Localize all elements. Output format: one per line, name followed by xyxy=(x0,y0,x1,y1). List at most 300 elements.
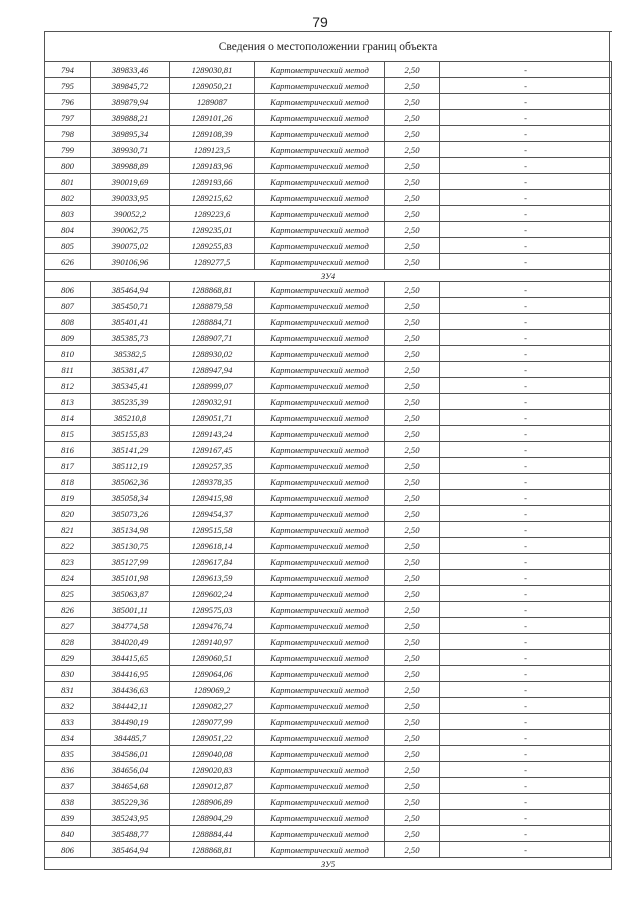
description-cell: - xyxy=(440,714,612,730)
description-cell: - xyxy=(440,522,612,538)
accuracy-cell: 2,50 xyxy=(385,142,440,158)
y-coordinate-cell: 1288947,94 xyxy=(170,362,255,378)
point-number-cell: 802 xyxy=(45,190,91,206)
table-row xyxy=(45,682,612,698)
method-cell: Картометрический метод xyxy=(255,254,385,270)
method-cell: Картометрический метод xyxy=(255,362,385,378)
description-cell: - xyxy=(440,142,612,158)
accuracy-cell: 2,50 xyxy=(385,554,440,570)
description-cell: - xyxy=(440,810,612,826)
y-coordinate-cell: 1289050,21 xyxy=(170,78,255,94)
point-number-cell: 838 xyxy=(45,794,91,810)
accuracy-cell: 2,50 xyxy=(385,126,440,142)
method-cell: Картометрический метод xyxy=(255,778,385,794)
accuracy-cell: 2,50 xyxy=(385,490,440,506)
accuracy-cell: 2,50 xyxy=(385,362,440,378)
method-cell: Картометрический метод xyxy=(255,586,385,602)
point-number-cell: 829 xyxy=(45,650,91,666)
point-number-cell: 800 xyxy=(45,158,91,174)
point-number-cell: 626 xyxy=(45,254,91,270)
x-coordinate-cell: 384416,95 xyxy=(91,666,170,682)
table-row xyxy=(45,206,612,222)
method-cell: Картометрический метод xyxy=(255,682,385,698)
point-number-cell: 836 xyxy=(45,762,91,778)
x-coordinate-cell: 385464,94 xyxy=(91,842,170,858)
point-number-cell: 809 xyxy=(45,330,91,346)
accuracy-cell: 2,50 xyxy=(385,586,440,602)
accuracy-cell: 2,50 xyxy=(385,634,440,650)
table-row xyxy=(45,554,612,570)
y-coordinate-cell: 1289140,97 xyxy=(170,634,255,650)
method-cell: Картометрический метод xyxy=(255,78,385,94)
table-row xyxy=(45,426,612,442)
point-number-cell: 815 xyxy=(45,426,91,442)
description-cell: - xyxy=(440,586,612,602)
y-coordinate-cell: 1289077,99 xyxy=(170,714,255,730)
accuracy-cell: 2,50 xyxy=(385,602,440,618)
description-cell: - xyxy=(440,730,612,746)
point-number-cell: 828 xyxy=(45,634,91,650)
point-number-cell: 822 xyxy=(45,538,91,554)
description-cell: - xyxy=(440,238,612,254)
x-coordinate-cell: 390052,2 xyxy=(91,206,170,222)
accuracy-cell: 2,50 xyxy=(385,410,440,426)
accuracy-cell: 2,50 xyxy=(385,330,440,346)
table-row xyxy=(45,330,612,346)
page-number: 79 xyxy=(312,14,328,30)
table-row xyxy=(45,490,612,506)
description-cell: - xyxy=(440,314,612,330)
point-number-cell: 820 xyxy=(45,506,91,522)
point-number-cell: 832 xyxy=(45,698,91,714)
accuracy-cell: 2,50 xyxy=(385,714,440,730)
description-cell: - xyxy=(440,362,612,378)
x-coordinate-cell: 384774,58 xyxy=(91,618,170,634)
method-cell: Картометрический метод xyxy=(255,330,385,346)
accuracy-cell: 2,50 xyxy=(385,650,440,666)
point-number-cell: 804 xyxy=(45,222,91,238)
x-coordinate-cell: 385155,83 xyxy=(91,426,170,442)
y-coordinate-cell: 1289193,66 xyxy=(170,174,255,190)
x-coordinate-cell: 390075,02 xyxy=(91,238,170,254)
table-row xyxy=(45,442,612,458)
method-cell: Картометрический метод xyxy=(255,378,385,394)
description-cell: - xyxy=(440,330,612,346)
x-coordinate-cell: 389930,71 xyxy=(91,142,170,158)
y-coordinate-cell: 1289060,51 xyxy=(170,650,255,666)
y-coordinate-cell: 1288868,81 xyxy=(170,842,255,858)
method-cell: Картометрический метод xyxy=(255,206,385,222)
method-cell: Картометрический метод xyxy=(255,762,385,778)
x-coordinate-cell: 390033,95 xyxy=(91,190,170,206)
description-cell: - xyxy=(440,426,612,442)
table-row xyxy=(45,746,612,762)
method-cell: Картометрический метод xyxy=(255,522,385,538)
table-row xyxy=(45,458,612,474)
accuracy-cell: 2,50 xyxy=(385,698,440,714)
accuracy-cell: 2,50 xyxy=(385,346,440,362)
y-coordinate-cell: 1289378,35 xyxy=(170,474,255,490)
x-coordinate-cell: 384656,04 xyxy=(91,762,170,778)
point-number-cell: 814 xyxy=(45,410,91,426)
x-coordinate-cell: 390106,96 xyxy=(91,254,170,270)
accuracy-cell: 2,50 xyxy=(385,282,440,298)
y-coordinate-cell: 1289020,83 xyxy=(170,762,255,778)
method-cell: Картометрический метод xyxy=(255,634,385,650)
description-cell: - xyxy=(440,618,612,634)
x-coordinate-cell: 390062,75 xyxy=(91,222,170,238)
accuracy-cell: 2,50 xyxy=(385,94,440,110)
point-number-cell: 824 xyxy=(45,570,91,586)
description-cell: - xyxy=(440,538,612,554)
point-number-cell: 810 xyxy=(45,346,91,362)
description-cell: - xyxy=(440,570,612,586)
table-row xyxy=(45,794,612,810)
point-number-cell: 798 xyxy=(45,126,91,142)
y-coordinate-cell: 1289257,35 xyxy=(170,458,255,474)
y-coordinate-cell: 1289602,24 xyxy=(170,586,255,602)
accuracy-cell: 2,50 xyxy=(385,206,440,222)
x-coordinate-cell: 385001,11 xyxy=(91,602,170,618)
accuracy-cell: 2,50 xyxy=(385,570,440,586)
point-number-cell: 818 xyxy=(45,474,91,490)
x-coordinate-cell: 385464,94 xyxy=(91,282,170,298)
x-coordinate-cell: 384654,68 xyxy=(91,778,170,794)
x-coordinate-cell: 385058,34 xyxy=(91,490,170,506)
y-coordinate-cell: 1289223,6 xyxy=(170,206,255,222)
y-coordinate-cell: 1289515,58 xyxy=(170,522,255,538)
table-row xyxy=(45,650,612,666)
table-row xyxy=(45,730,612,746)
description-cell: - xyxy=(440,826,612,842)
description-cell: - xyxy=(440,458,612,474)
y-coordinate-cell: 1289012,87 xyxy=(170,778,255,794)
table-row xyxy=(45,346,612,362)
y-coordinate-cell: 1288884,44 xyxy=(170,826,255,842)
table-row xyxy=(45,94,612,110)
table-title-row xyxy=(45,32,612,62)
table-row xyxy=(45,378,612,394)
table-row xyxy=(45,314,612,330)
point-number-cell: 806 xyxy=(45,282,91,298)
description-cell: - xyxy=(440,634,612,650)
method-cell: Картометрический метод xyxy=(255,142,385,158)
x-coordinate-cell: 385063,87 xyxy=(91,586,170,602)
x-coordinate-cell: 385127,99 xyxy=(91,554,170,570)
table-row xyxy=(45,238,612,254)
description-cell: - xyxy=(440,666,612,682)
description-cell: - xyxy=(440,474,612,490)
method-cell: Картометрический метод xyxy=(255,810,385,826)
accuracy-cell: 2,50 xyxy=(385,394,440,410)
accuracy-cell: 2,50 xyxy=(385,746,440,762)
y-coordinate-cell: 1289143,24 xyxy=(170,426,255,442)
y-coordinate-cell: 1288904,29 xyxy=(170,810,255,826)
table-row xyxy=(45,222,612,238)
table-row xyxy=(45,126,612,142)
description-cell: - xyxy=(440,442,612,458)
point-number-cell: 803 xyxy=(45,206,91,222)
table-row xyxy=(45,282,612,298)
point-number-cell: 834 xyxy=(45,730,91,746)
point-number-cell: 819 xyxy=(45,490,91,506)
x-coordinate-cell: 384436,63 xyxy=(91,682,170,698)
method-cell: Картометрический метод xyxy=(255,458,385,474)
description-cell: - xyxy=(440,378,612,394)
description-cell: - xyxy=(440,554,612,570)
description-cell: - xyxy=(440,778,612,794)
y-coordinate-cell: 1289215,62 xyxy=(170,190,255,206)
description-cell: - xyxy=(440,698,612,714)
method-cell: Картометрический метод xyxy=(255,110,385,126)
point-number-cell: 825 xyxy=(45,586,91,602)
y-coordinate-cell: 1288930,02 xyxy=(170,346,255,362)
y-coordinate-cell: 1289082,27 xyxy=(170,698,255,714)
y-coordinate-cell: 1288906,89 xyxy=(170,794,255,810)
method-cell: Картометрический метод xyxy=(255,842,385,858)
y-coordinate-cell: 1289051,22 xyxy=(170,730,255,746)
x-coordinate-cell: 389845,72 xyxy=(91,78,170,94)
description-cell: - xyxy=(440,282,612,298)
description-cell: - xyxy=(440,506,612,522)
accuracy-cell: 2,50 xyxy=(385,62,440,78)
y-coordinate-cell: 1288999,07 xyxy=(170,378,255,394)
method-cell: Картометрический метод xyxy=(255,714,385,730)
y-coordinate-cell: 1289277,5 xyxy=(170,254,255,270)
y-coordinate-cell: 1289087 xyxy=(170,94,255,110)
table-row xyxy=(45,190,612,206)
table-row xyxy=(45,698,612,714)
x-coordinate-cell: 385450,71 xyxy=(91,298,170,314)
x-coordinate-cell: 385141,29 xyxy=(91,442,170,458)
y-coordinate-cell: 1289167,45 xyxy=(170,442,255,458)
section-label: ЗУ5 xyxy=(45,858,612,870)
x-coordinate-cell: 389833,46 xyxy=(91,62,170,78)
point-number-cell: 821 xyxy=(45,522,91,538)
x-coordinate-cell: 385235,39 xyxy=(91,394,170,410)
method-cell: Картометрический метод xyxy=(255,698,385,714)
boundary-table xyxy=(44,31,612,870)
method-cell: Картометрический метод xyxy=(255,650,385,666)
accuracy-cell: 2,50 xyxy=(385,618,440,634)
table-row xyxy=(45,666,612,682)
table-row xyxy=(45,158,612,174)
x-coordinate-cell: 385488,77 xyxy=(91,826,170,842)
method-cell: Картометрический метод xyxy=(255,190,385,206)
method-cell: Картометрический метод xyxy=(255,238,385,254)
table-row xyxy=(45,826,612,842)
method-cell: Картометрический метод xyxy=(255,94,385,110)
method-cell: Картометрический метод xyxy=(255,62,385,78)
x-coordinate-cell: 389888,21 xyxy=(91,110,170,126)
x-coordinate-cell: 385130,75 xyxy=(91,538,170,554)
table-row xyxy=(45,410,612,426)
description-cell: - xyxy=(440,190,612,206)
y-coordinate-cell: 1289040,08 xyxy=(170,746,255,762)
accuracy-cell: 2,50 xyxy=(385,238,440,254)
accuracy-cell: 2,50 xyxy=(385,222,440,238)
y-coordinate-cell: 1289415,98 xyxy=(170,490,255,506)
method-cell: Картометрический метод xyxy=(255,158,385,174)
method-cell: Картометрический метод xyxy=(255,746,385,762)
method-cell: Картометрический метод xyxy=(255,826,385,842)
table-row xyxy=(45,362,612,378)
table-row xyxy=(45,778,612,794)
method-cell: Картометрический метод xyxy=(255,794,385,810)
x-coordinate-cell: 389895,34 xyxy=(91,126,170,142)
point-number-cell: 827 xyxy=(45,618,91,634)
accuracy-cell: 2,50 xyxy=(385,298,440,314)
accuracy-cell: 2,50 xyxy=(385,666,440,682)
table-row xyxy=(45,570,612,586)
table-row xyxy=(45,586,612,602)
method-cell: Картометрический метод xyxy=(255,618,385,634)
accuracy-cell: 2,50 xyxy=(385,174,440,190)
table-row xyxy=(45,714,612,730)
table-row xyxy=(45,298,612,314)
accuracy-cell: 2,50 xyxy=(385,826,440,842)
point-number-cell: 817 xyxy=(45,458,91,474)
point-number-cell: 831 xyxy=(45,682,91,698)
description-cell: - xyxy=(440,394,612,410)
method-cell: Картометрический метод xyxy=(255,126,385,142)
description-cell: - xyxy=(440,682,612,698)
y-coordinate-cell: 1289064,06 xyxy=(170,666,255,682)
description-cell: - xyxy=(440,62,612,78)
y-coordinate-cell: 1289613,59 xyxy=(170,570,255,586)
x-coordinate-cell: 389879,94 xyxy=(91,94,170,110)
section-header-row xyxy=(45,270,612,282)
description-cell: - xyxy=(440,346,612,362)
x-coordinate-cell: 385381,47 xyxy=(91,362,170,378)
accuracy-cell: 2,50 xyxy=(385,458,440,474)
table-row xyxy=(45,842,612,858)
method-cell: Картометрический метод xyxy=(255,602,385,618)
description-cell: - xyxy=(440,490,612,506)
method-cell: Картометрический метод xyxy=(255,174,385,190)
accuracy-cell: 2,50 xyxy=(385,110,440,126)
accuracy-cell: 2,50 xyxy=(385,378,440,394)
y-coordinate-cell: 1289032,91 xyxy=(170,394,255,410)
x-coordinate-cell: 385062,36 xyxy=(91,474,170,490)
description-cell: - xyxy=(440,842,612,858)
x-coordinate-cell: 385210,8 xyxy=(91,410,170,426)
description-cell: - xyxy=(440,126,612,142)
description-cell: - xyxy=(440,174,612,190)
accuracy-cell: 2,50 xyxy=(385,474,440,490)
method-cell: Картометрический метод xyxy=(255,314,385,330)
method-cell: Картометрический метод xyxy=(255,506,385,522)
method-cell: Картометрический метод xyxy=(255,474,385,490)
table-body xyxy=(45,32,612,870)
accuracy-cell: 2,50 xyxy=(385,78,440,94)
x-coordinate-cell: 385382,5 xyxy=(91,346,170,362)
y-coordinate-cell: 1288884,71 xyxy=(170,314,255,330)
point-number-cell: 816 xyxy=(45,442,91,458)
y-coordinate-cell: 1289183,96 xyxy=(170,158,255,174)
point-number-cell: 840 xyxy=(45,826,91,842)
table-row xyxy=(45,506,612,522)
point-number-cell: 799 xyxy=(45,142,91,158)
y-coordinate-cell: 1289476,74 xyxy=(170,618,255,634)
accuracy-cell: 2,50 xyxy=(385,794,440,810)
description-cell: - xyxy=(440,94,612,110)
method-cell: Картометрический метод xyxy=(255,410,385,426)
table-row xyxy=(45,174,612,190)
y-coordinate-cell: 1289454,37 xyxy=(170,506,255,522)
method-cell: Картометрический метод xyxy=(255,490,385,506)
point-number-cell: 833 xyxy=(45,714,91,730)
point-number-cell: 830 xyxy=(45,666,91,682)
description-cell: - xyxy=(440,762,612,778)
x-coordinate-cell: 385401,41 xyxy=(91,314,170,330)
y-coordinate-cell: 1289235,01 xyxy=(170,222,255,238)
method-cell: Картометрический метод xyxy=(255,570,385,586)
x-coordinate-cell: 385243,95 xyxy=(91,810,170,826)
point-number-cell: 794 xyxy=(45,62,91,78)
y-coordinate-cell: 1289030,81 xyxy=(170,62,255,78)
point-number-cell: 808 xyxy=(45,314,91,330)
point-number-cell: 805 xyxy=(45,238,91,254)
accuracy-cell: 2,50 xyxy=(385,842,440,858)
x-coordinate-cell: 385385,73 xyxy=(91,330,170,346)
y-coordinate-cell: 1289617,84 xyxy=(170,554,255,570)
description-cell: - xyxy=(440,410,612,426)
x-coordinate-cell: 385101,98 xyxy=(91,570,170,586)
method-cell: Картометрический метод xyxy=(255,298,385,314)
accuracy-cell: 2,50 xyxy=(385,442,440,458)
description-cell: - xyxy=(440,602,612,618)
point-number-cell: 823 xyxy=(45,554,91,570)
x-coordinate-cell: 390019,69 xyxy=(91,174,170,190)
method-cell: Картометрический метод xyxy=(255,554,385,570)
accuracy-cell: 2,50 xyxy=(385,522,440,538)
section-header-row xyxy=(45,858,612,870)
point-number-cell: 813 xyxy=(45,394,91,410)
point-number-cell: 837 xyxy=(45,778,91,794)
x-coordinate-cell: 384442,11 xyxy=(91,698,170,714)
y-coordinate-cell: 1289618,14 xyxy=(170,538,255,554)
method-cell: Картометрический метод xyxy=(255,426,385,442)
x-coordinate-cell: 384586,01 xyxy=(91,746,170,762)
accuracy-cell: 2,50 xyxy=(385,810,440,826)
accuracy-cell: 2,50 xyxy=(385,190,440,206)
method-cell: Картометрический метод xyxy=(255,538,385,554)
accuracy-cell: 2,50 xyxy=(385,158,440,174)
description-cell: - xyxy=(440,206,612,222)
accuracy-cell: 2,50 xyxy=(385,254,440,270)
y-coordinate-cell: 1289575,03 xyxy=(170,602,255,618)
x-coordinate-cell: 384415,65 xyxy=(91,650,170,666)
accuracy-cell: 2,50 xyxy=(385,538,440,554)
section-label: ЗУ4 xyxy=(45,270,612,282)
point-number-cell: 826 xyxy=(45,602,91,618)
y-coordinate-cell: 1289108,39 xyxy=(170,126,255,142)
description-cell: - xyxy=(440,650,612,666)
description-cell: - xyxy=(440,78,612,94)
table-row xyxy=(45,618,612,634)
description-cell: - xyxy=(440,746,612,762)
description-cell: - xyxy=(440,222,612,238)
y-coordinate-cell: 1289069,2 xyxy=(170,682,255,698)
description-cell: - xyxy=(440,110,612,126)
y-coordinate-cell: 1289051,71 xyxy=(170,410,255,426)
table-row xyxy=(45,602,612,618)
x-coordinate-cell: 389988,89 xyxy=(91,158,170,174)
x-coordinate-cell: 385112,19 xyxy=(91,458,170,474)
method-cell: Картометрический метод xyxy=(255,730,385,746)
table-row xyxy=(45,474,612,490)
